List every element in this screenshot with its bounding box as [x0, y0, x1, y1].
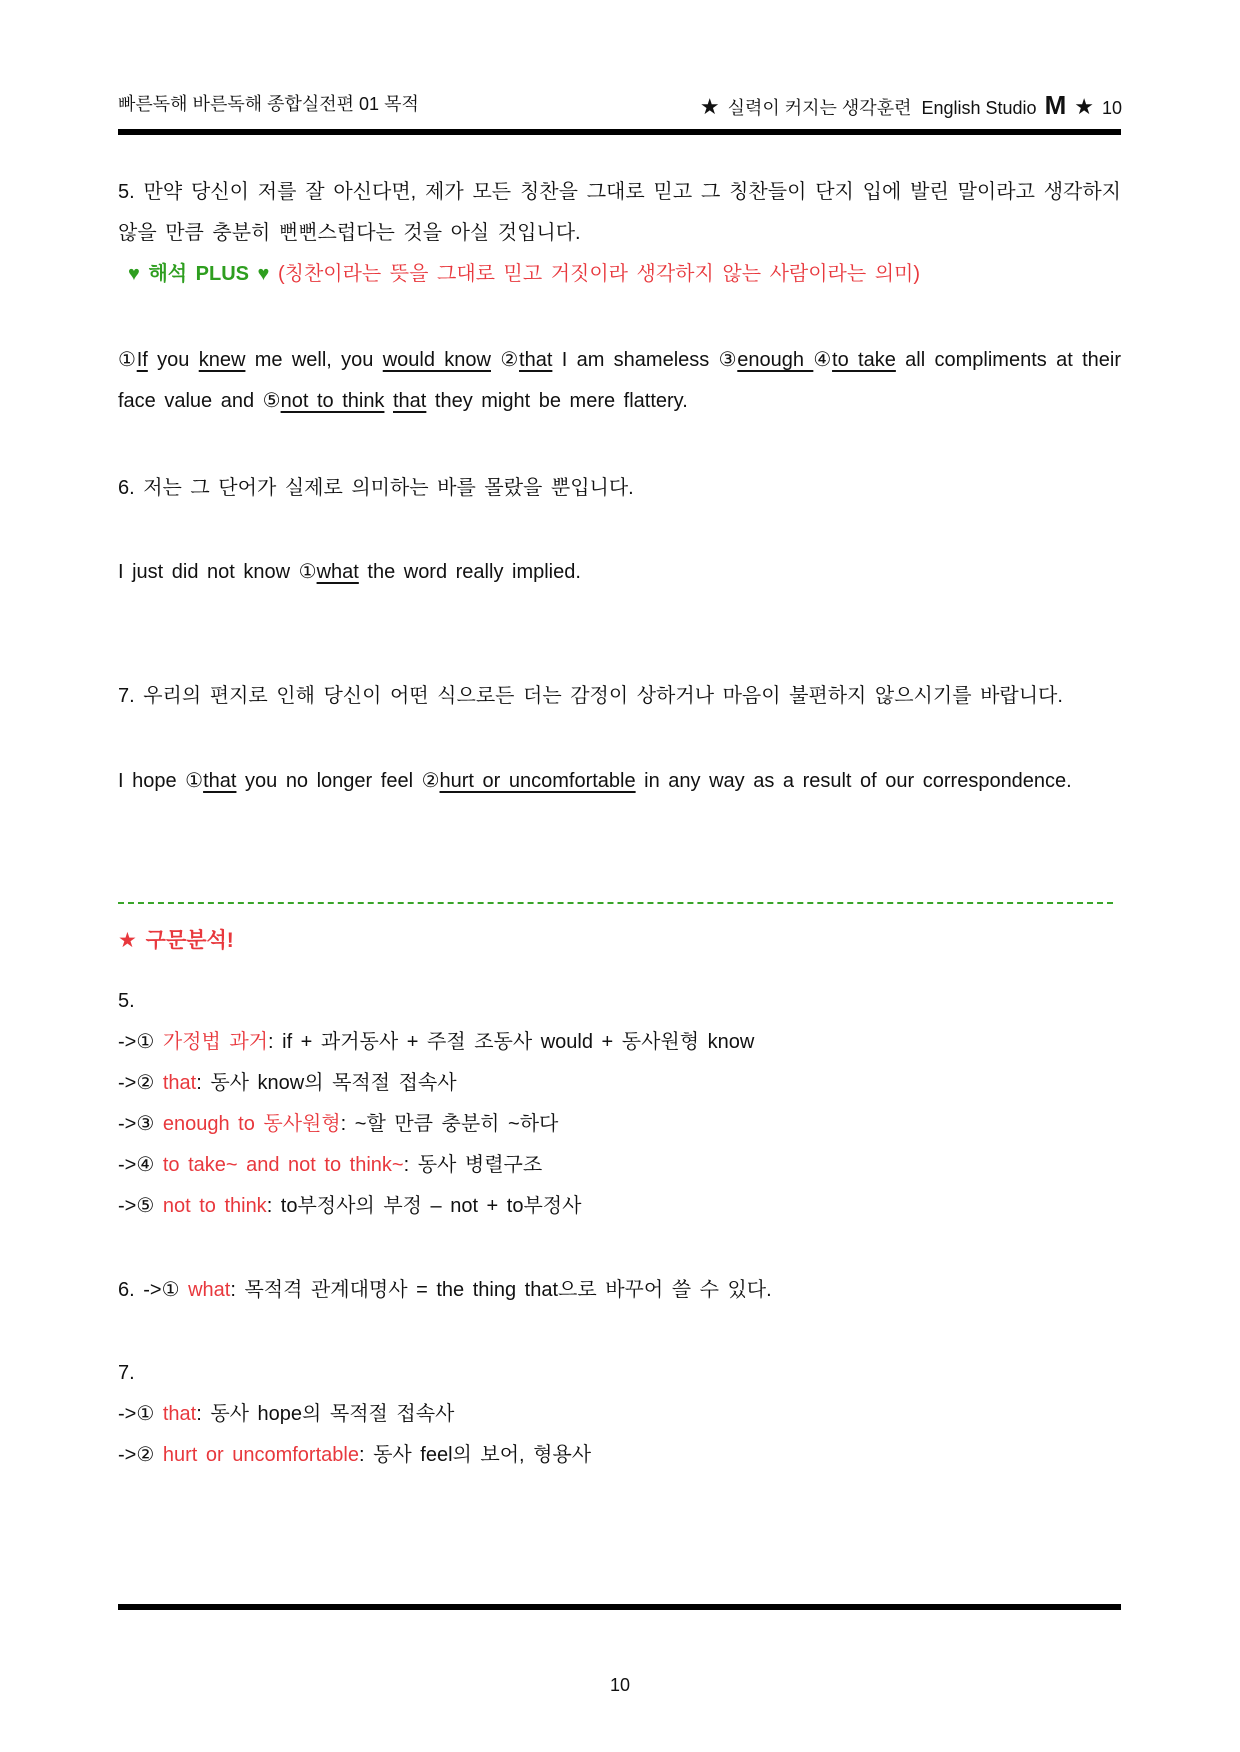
- marker: ->⑤: [118, 1195, 155, 1217]
- header-title: 빠른독해 바른독해 종합실전편 01 목적: [118, 94, 419, 114]
- text: I am shameless ③: [552, 349, 738, 371]
- explanation: : 동사 know의 목적절 접속사: [196, 1072, 457, 1094]
- page-body: [118, 172, 1121, 1476]
- heart-icon: ♥: [257, 263, 270, 285]
- key-term: what: [188, 1279, 231, 1301]
- analysis-item: [118, 1022, 1121, 1063]
- explanation: : 목적격 관계대명사 = the thing that으로 바꾸어 쓸 수 있다.: [230, 1279, 772, 1301]
- s5-korean: [118, 172, 1121, 254]
- s5-korean-line: 5. 만약 당신이 저를 잘 아신다면, 제가 모든 칭찬을 그대로 믿고 그 칭찬들이 단지 입에 발린 말이라고: [118, 181, 1035, 203]
- analysis-s5-number: 5.: [118, 990, 135, 1012]
- underlined-phrase: to take: [832, 349, 896, 371]
- s7-korean: [118, 676, 1121, 717]
- text: you: [147, 349, 199, 371]
- s6-english-line: [118, 552, 1121, 593]
- key-term: to take~ and not to think~: [162, 1154, 404, 1176]
- underlined-phrase: that: [203, 770, 237, 792]
- marker: ->①: [118, 1403, 155, 1425]
- header-brand: [700, 90, 1122, 121]
- key-term: 가정법 과거: [162, 1031, 269, 1053]
- analysis-s7-number: 7.: [118, 1362, 135, 1384]
- text: ②: [491, 349, 520, 371]
- underlined-phrase: what: [316, 561, 359, 583]
- s7-korean-line: 니다.: [1018, 685, 1063, 707]
- plus-label: 해석 PLUS: [148, 263, 249, 285]
- footer-page-number: 10: [609, 1675, 631, 1695]
- text: me well, you: [245, 349, 383, 371]
- marker: ④: [813, 349, 833, 371]
- heart-icon: ♥: [128, 263, 140, 285]
- key-term: that: [162, 1403, 197, 1425]
- marker: ->①: [118, 1031, 155, 1053]
- key-term: hurt or uncomfortable: [162, 1444, 359, 1466]
- underlined-phrase: knew: [198, 349, 246, 371]
- s7-english: [118, 761, 1121, 802]
- explanation: : 동사 feel의 보어, 형용사: [358, 1444, 592, 1466]
- text: at their face value and ⑤: [118, 349, 1121, 412]
- underlined-phrase: hurt or uncomfortable: [439, 770, 636, 792]
- brand-logo-m: M: [1044, 90, 1067, 120]
- key-term: enough to 동사원형: [162, 1113, 341, 1135]
- footer-rule: [118, 1604, 1121, 1610]
- marker: ->②: [118, 1072, 155, 1094]
- analysis-item: [118, 1435, 1121, 1476]
- s5-korean-line: 생각하지 않을 만큼 충분히 뻔뻔스럽다는 것을 아실 것입니다.: [118, 181, 1121, 244]
- text: I just did not know ①: [118, 561, 317, 583]
- text: you no longer feel ②: [236, 770, 440, 792]
- analysis-title: ★ 구문분석!: [118, 929, 234, 952]
- analysis-item: [118, 1270, 1121, 1311]
- explanation: : 동사 hope의 목적절 접속사: [196, 1403, 455, 1425]
- underlined-phrase: not to think: [280, 390, 385, 412]
- explanation: : if + 과거동사 + 주절 조동사 would + 동사원형 know: [268, 1031, 755, 1053]
- marker: 6. ->①: [118, 1279, 180, 1301]
- analysis-item: [118, 1394, 1121, 1435]
- header-page-number: 10: [1101, 98, 1122, 118]
- text: I hope ①: [118, 770, 204, 792]
- underlined-phrase: would know: [382, 349, 491, 371]
- star-icon: ★: [699, 94, 720, 119]
- analysis-item: [118, 1063, 1121, 1104]
- marker: ①: [118, 349, 137, 371]
- text: correspondence.: [922, 770, 1072, 792]
- marker: ->②: [118, 1444, 155, 1466]
- marker: ->③: [118, 1113, 155, 1135]
- analysis-item: [118, 1104, 1121, 1145]
- header-rule: [118, 129, 1121, 135]
- analysis-item: [118, 1145, 1121, 1186]
- text: [384, 390, 393, 412]
- s7-korean-line: 7. 우리의 편지로 인해 당신이 어떤 식으로든 더는 감정이 상하거나 마음이 불편하지 않으시기를 바랍: [118, 685, 1019, 707]
- plus-explanation: (칭찬이라는 뜻을 그대로 믿고 거짓이라 생각하지 않는 사람이라는 의미): [277, 263, 921, 285]
- underlined-phrase: enough: [737, 349, 814, 371]
- s5-plus-note: [118, 254, 1121, 295]
- text: they might be mere flattery.: [426, 390, 688, 412]
- underlined-phrase: that: [393, 390, 427, 412]
- star-icon: ★: [1074, 94, 1094, 119]
- key-term: that: [162, 1072, 197, 1094]
- section-divider: [118, 902, 1113, 904]
- text: all compliments: [895, 349, 1047, 371]
- explanation: : 동사 병렬구조: [403, 1154, 543, 1176]
- analysis-item: [118, 1186, 1121, 1227]
- explanation: : ~할 만큼 충분히 ~하다: [340, 1113, 559, 1135]
- explanation: : to부정사의 부정 – not + to부정사: [266, 1195, 582, 1217]
- text: the word really implied.: [358, 561, 581, 583]
- marker: ->④: [118, 1154, 155, 1176]
- s6-korean-line: 6. 저는 그 단어가 실제로 의미하는 바를 몰랐을 뿐입니다.: [118, 477, 634, 499]
- text: in any way as a result of our: [635, 770, 915, 792]
- s5-english: [118, 340, 1121, 422]
- key-term: not to think: [162, 1195, 267, 1217]
- underlined-phrase: If: [136, 349, 148, 371]
- header-brand-text: 실력이 커지는 생각훈련 English Studio: [727, 98, 1037, 118]
- underlined-phrase: that: [519, 349, 553, 371]
